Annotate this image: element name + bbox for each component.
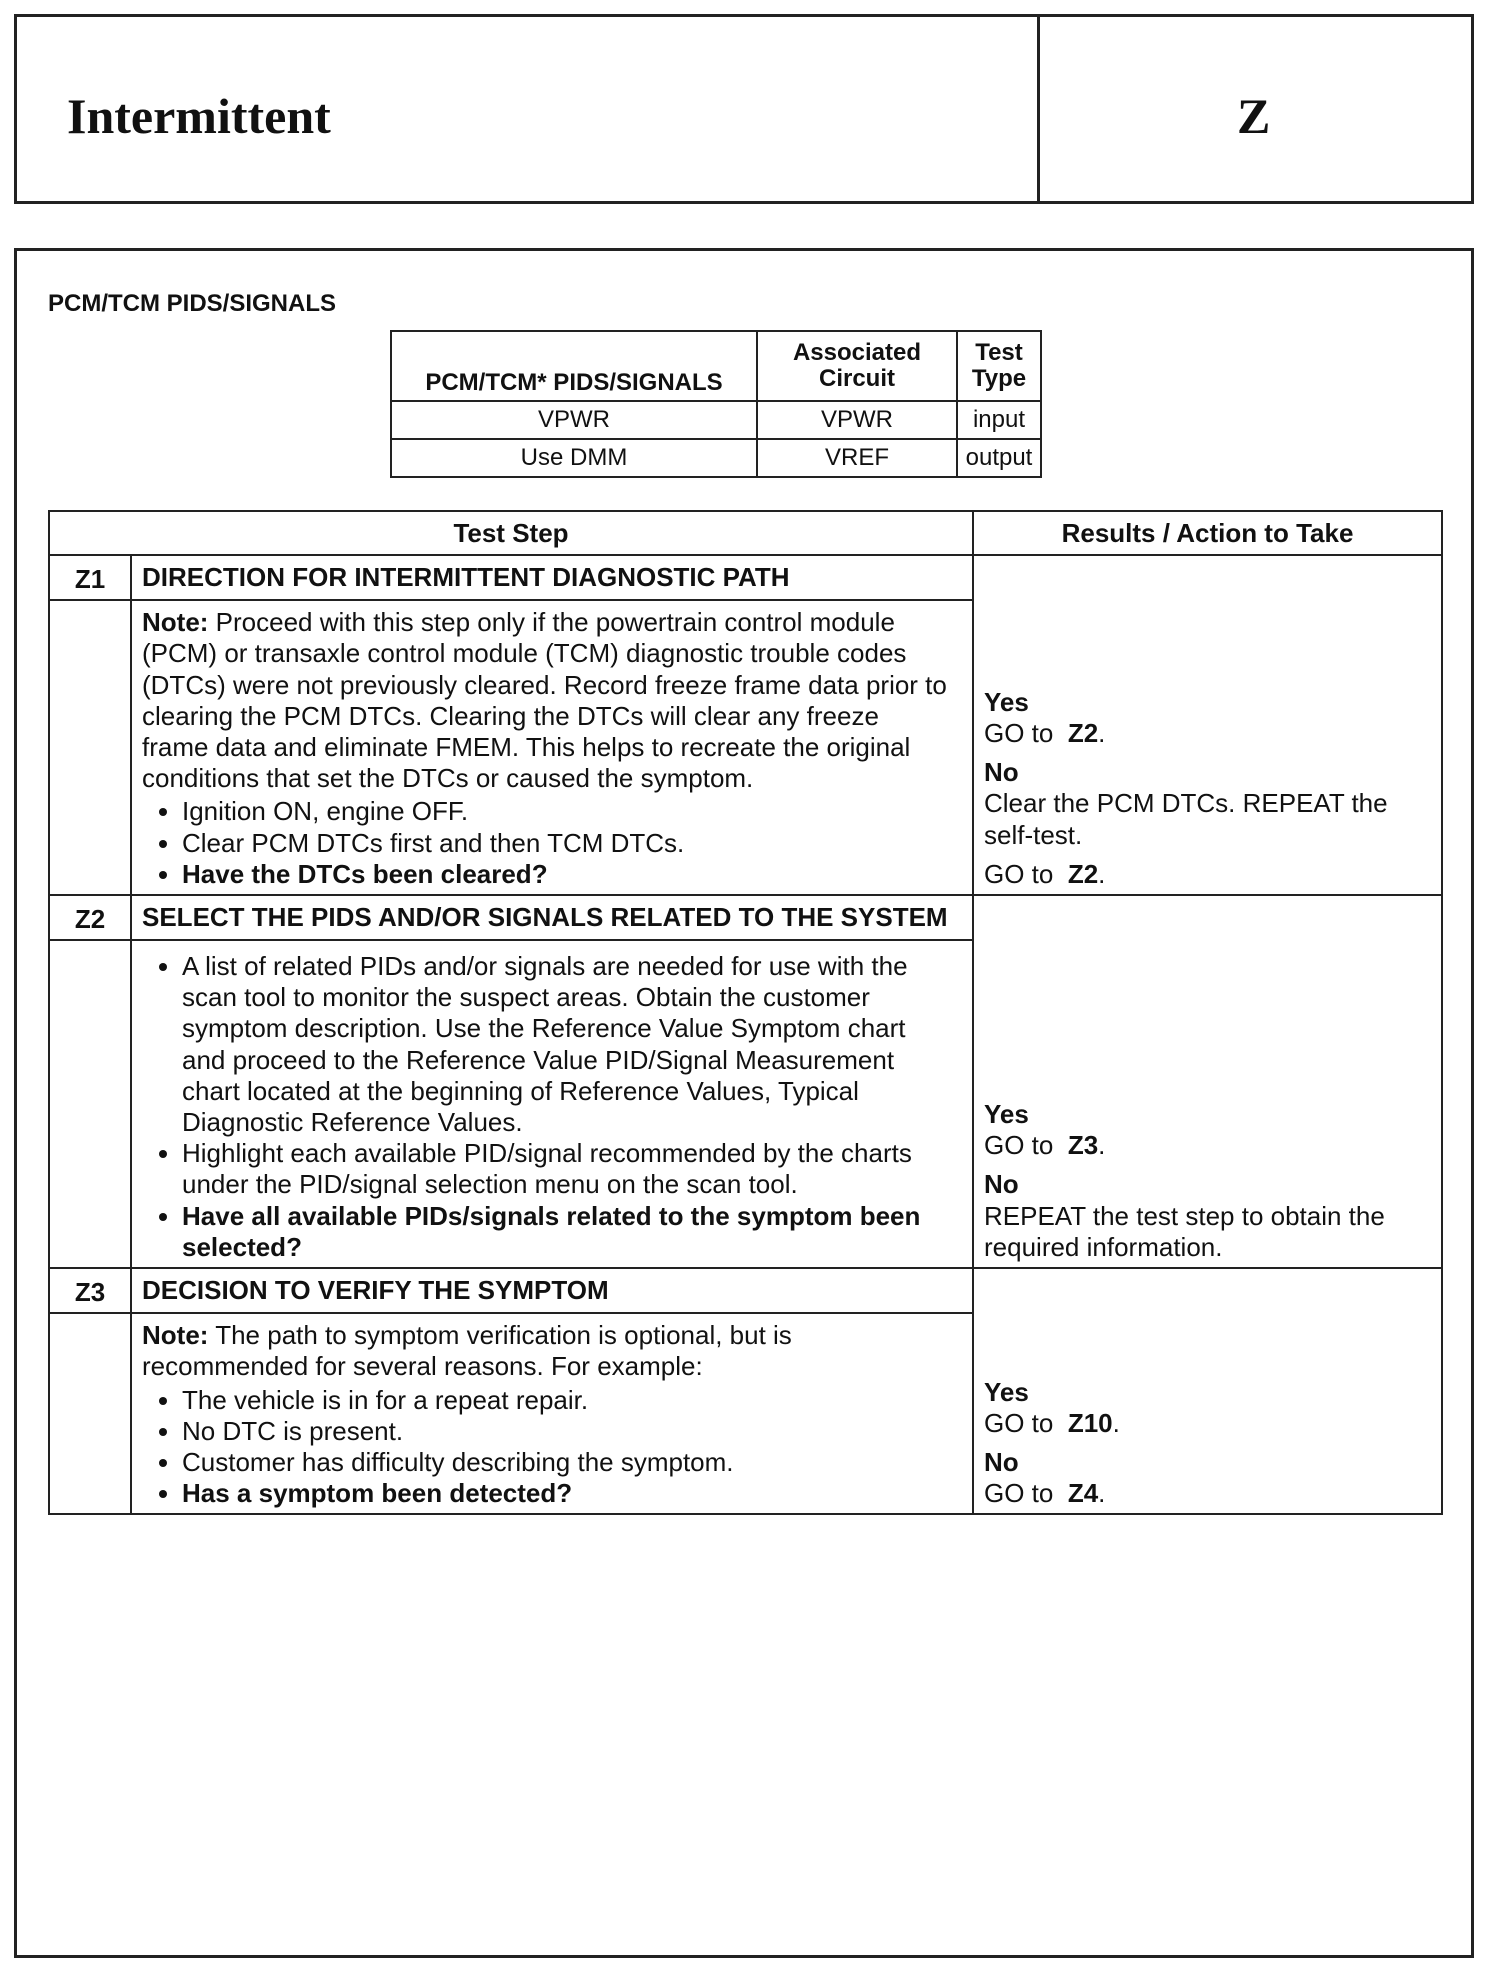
no-text: Clear the PCM DTCs. REPEAT the self-test. [984, 788, 1388, 850]
yes-label: Yes [984, 686, 1029, 717]
pid-cell: Use DMM [391, 439, 757, 477]
step-title-row [49, 895, 1442, 940]
step-id-spacer [49, 940, 131, 1268]
step-results [973, 895, 1442, 1268]
bullet-item: • Highlight each available PID/signal recommended by the charts under the PID/signal selection menu on the scan tool. [182, 1138, 952, 1200]
yes-action: GO to Z10. [984, 1407, 1120, 1438]
step-note [142, 607, 952, 794]
section-title: PCM/TCM PIDS/SIGNALS [48, 290, 337, 317]
no-text: REPEAT the test step to obtain the required information. [984, 1200, 1385, 1262]
pid-cell: VPWR [391, 401, 757, 439]
pid-col-header: PCM/TCM* PIDS/SIGNALS [391, 331, 757, 401]
no-label: No [984, 1446, 1019, 1477]
type-col-header: Test Type [957, 331, 1041, 401]
yes-action: GO to Z2. [984, 717, 1106, 748]
step-question [182, 1201, 952, 1263]
section-code: Z [1237, 88, 1271, 144]
header-divider [1037, 17, 1040, 201]
step-link: Z3 [1067, 1130, 1099, 1161]
step-results [973, 1268, 1442, 1514]
step-title-row [49, 555, 1442, 600]
bullet-item: • Customer has difficulty describing the symptom. [182, 1447, 952, 1478]
bullet-item: • The vehicle is in for a repeat repair. [182, 1385, 952, 1416]
pid-signal-table [390, 330, 1042, 478]
results-header: Results / Action to Take [973, 511, 1442, 555]
step-link: Z4 [1067, 1478, 1099, 1509]
circuit-cell: VPWR [757, 401, 957, 439]
step-id: Z2 [49, 895, 131, 940]
step-note [142, 1320, 952, 1382]
step-bullets [142, 951, 952, 1263]
circuit-cell: VREF [757, 439, 957, 477]
step-link: Z10 [1067, 1407, 1113, 1438]
step-id-spacer [49, 1313, 131, 1514]
step-title: DECISION TO VERIFY THE SYMPTOM [131, 1268, 973, 1313]
step-bullets [142, 1385, 952, 1510]
question-text: Has a symptom been detected? [182, 1478, 573, 1509]
step-body [131, 940, 973, 1268]
pid-table-row [391, 439, 1041, 477]
go-to-text: GO to [984, 1407, 1054, 1438]
no-label: No [984, 757, 1019, 788]
step-body [131, 1313, 973, 1514]
note-label: Note: [142, 1320, 209, 1351]
question-text: Have all available PIDs/signals related to the symptom been selected? [182, 1200, 921, 1262]
step-results [973, 555, 1442, 895]
test-table-header-row [49, 511, 1442, 555]
step-title-row [49, 1268, 1442, 1313]
step-body [131, 600, 973, 895]
step-question [182, 859, 952, 890]
step-title: SELECT THE PIDS AND/OR SIGNALS RELATED TO THE SYSTEM [131, 895, 973, 940]
go-to-text: GO to [984, 1478, 1054, 1509]
type-cell: input [957, 401, 1041, 439]
note-text: The path to symptom verification is optional, but is recommended for several reasons. For example: [142, 1320, 792, 1382]
note-text: Proceed with this step only if the powertrain control module (PCM) or transaxle control module (TCM) diagnostic trouble codes (DTCs) were not previously cleared. Record freeze frame data prior to clearing the PCM DTCs. Clearing the DTCs will clear any freeze frame data and eliminate FMEM. This helps to recreate the original conditions that set the DTCs or caused the symptom. [142, 607, 947, 794]
bullet-item: • No DTC is present. [182, 1416, 952, 1447]
yes-label: Yes [984, 1376, 1029, 1407]
go-to-text: GO to [984, 1130, 1054, 1161]
pid-table-row [391, 401, 1041, 439]
go-to-text: GO to [984, 717, 1054, 748]
no-action: GO to Z4. [984, 1478, 1106, 1509]
page-header [14, 14, 1474, 204]
step-title: DIRECTION FOR INTERMITTENT DIAGNOSTIC PATH [131, 555, 973, 600]
step-id-spacer [49, 600, 131, 895]
step-link: Z2 [1067, 717, 1099, 748]
no-action: GO to Z2. [984, 858, 1106, 889]
step-question [182, 1478, 952, 1509]
test-step-table [48, 510, 1443, 1515]
go-to-text: GO to [984, 858, 1054, 889]
page-title: Intermittent [67, 88, 331, 144]
pid-table-header-row [391, 331, 1041, 401]
type-cell: output [957, 439, 1041, 477]
step-id: Z3 [49, 1268, 131, 1313]
yes-action: GO to Z3. [984, 1130, 1106, 1161]
note-label: Note: [142, 607, 209, 638]
bullet-item: • Clear PCM DTCs first and then TCM DTCs. [182, 828, 952, 859]
step-bullets [142, 796, 952, 890]
step-link: Z2 [1067, 858, 1099, 889]
test-step-header: Test Step [49, 511, 973, 555]
bullet-item: • A list of related PIDs and/or signals are needed for use with the scan tool to monitor the suspect areas. Obtain the customer symptom description. Use the Reference Value Symptom chart and proceed to the Reference Value PID/Signal Measurement chart located at the beginning of Reference Values, Typical Diagnostic Reference Values. [182, 951, 952, 1138]
circuit-col-header: Associated Circuit [757, 331, 957, 401]
bullet-item: • Ignition ON, engine OFF. [182, 796, 952, 827]
yes-label: Yes [984, 1099, 1029, 1129]
question-text: Have the DTCs been cleared? [182, 858, 548, 889]
no-label: No [984, 1169, 1019, 1200]
step-id: Z1 [49, 555, 131, 600]
